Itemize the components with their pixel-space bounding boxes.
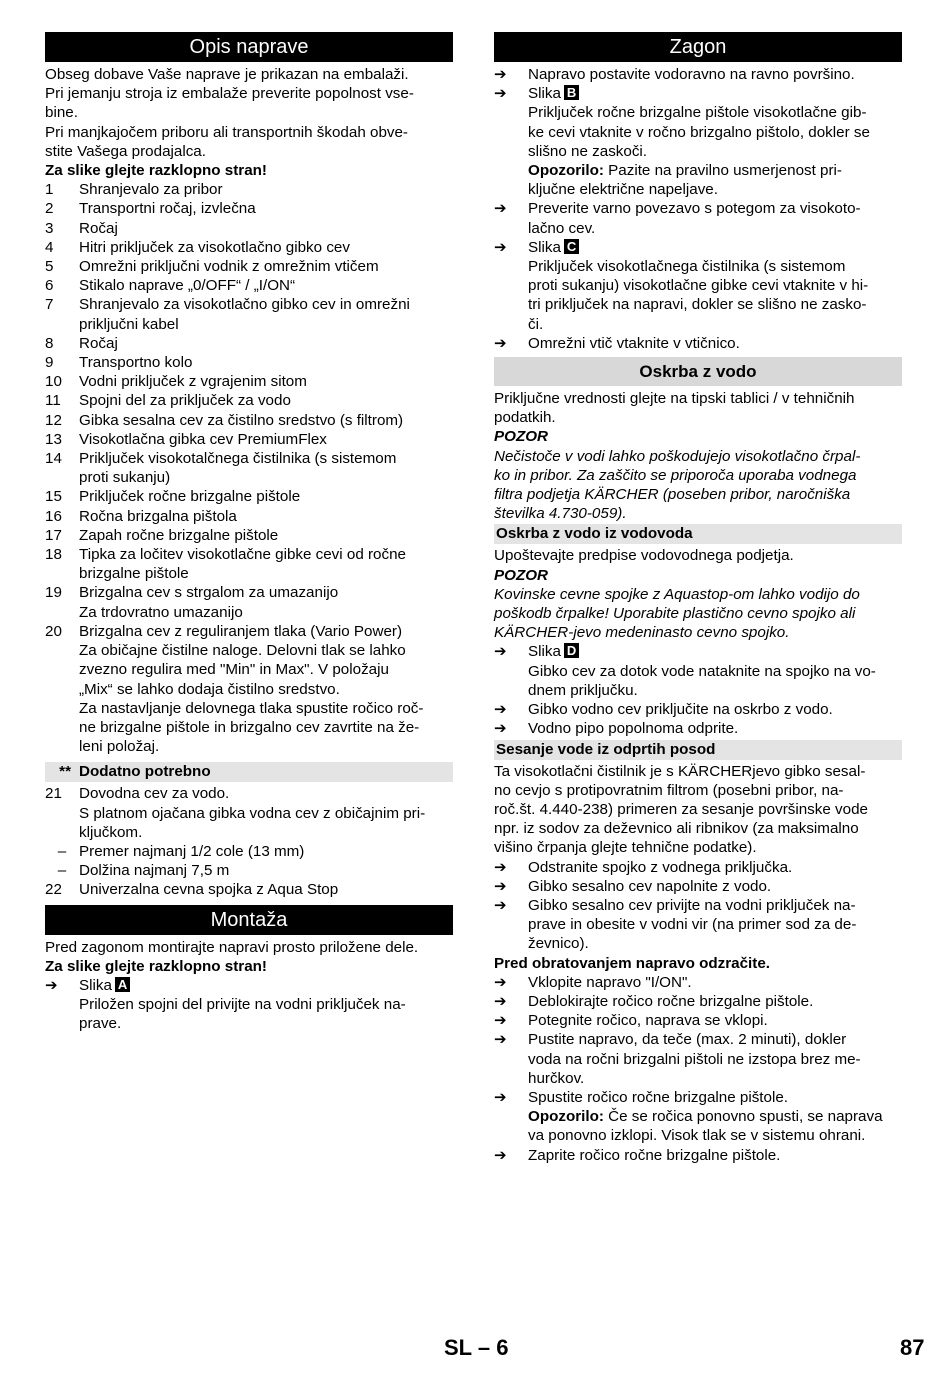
list-item [45, 238, 453, 257]
arrow-icon: ➔ [494, 877, 507, 895]
extra-required-label: Dodatno potrebno [79, 763, 211, 781]
list-item [45, 861, 453, 880]
item-text: Hitri priključek za visokotlačno gibko cev [79, 238, 350, 256]
item-number: 2 [45, 200, 54, 218]
left-column [45, 32, 453, 1034]
list-item [45, 219, 453, 238]
item-number: 11 [45, 392, 61, 410]
item-text: Gibka sesalna cev za čistilno sredstvo (s filtrom) [79, 411, 404, 429]
item-number: 7 [45, 296, 54, 314]
suction-intro: Ta visokotlačni čistilnik je s KÄRCHERjevo gibko sesal- no cevjo s protipovratnim filtrom (posebni pribor, na- roč.št. 4.440-238) primeren za sesanje površinske vode npr. iz sodov za deževnico ali ribnikov (za maksimalno višino črpanja glejte tehnične podatke). [494, 762, 868, 857]
step-open-tap: ➔ Vodno pipo popolnoma odprite. [494, 720, 739, 738]
list-item [45, 449, 453, 487]
intro-text [45, 65, 453, 161]
note-release: Opozorilo: Če se ročica ponovno spusti, se naprava [528, 1108, 883, 1126]
list-item [45, 180, 453, 199]
item-text: Dovodna cev za vodo. S platnom ojačana gibka vodna cev z običajnim pri- ključkom. [79, 785, 426, 841]
item-number: – [57, 842, 67, 860]
intro-line: stite Vašega prodajalca. [45, 142, 206, 160]
arrow-icon: ➔ [494, 973, 507, 991]
item-text: Transportni ročaj, izvlečna [79, 200, 256, 218]
item-number: 8 [45, 334, 54, 352]
step-close-lever: ➔ Zaprite ročico ročne brizgalne pištole. [494, 1146, 781, 1164]
step-switch-on: ➔ Vklopite napravo "I/ON". [494, 973, 692, 991]
bleed-title: Pred obratovanjem napravo odzračite. [494, 954, 770, 972]
arrow-icon: ➔ [494, 1146, 507, 1164]
step-let-run: ➔ Pustite napravo, da teče (max. 2 minuti), dokler voda na ročni brizgalni pištoli ne izstopa brez me- hurčkov. [494, 1031, 861, 1087]
list-item [45, 199, 453, 218]
list-item [45, 545, 453, 583]
assembly-step [45, 976, 453, 1034]
section-title-start: Zagon [494, 32, 902, 62]
item-text: Ročaj [79, 334, 118, 352]
arrow-icon: ➔ [494, 1012, 507, 1030]
item-number: 5 [45, 258, 54, 276]
item-text: Ročna brizgalna pištola [79, 507, 237, 525]
subsection-title-mains: Oskrba z vodo iz vodovoda [494, 524, 902, 544]
arrow-icon: ➔ [494, 1088, 507, 1106]
extra-required-header [45, 762, 453, 782]
item-text: Priključek visokotalčnega čistilnika (s sistemom proti sukanju) [79, 450, 397, 487]
arrow-icon: ➔ [494, 992, 507, 1010]
list-item [45, 842, 453, 861]
item-text: Transportno kolo [79, 354, 193, 372]
item-number: 9 [45, 354, 54, 372]
section-title-assembly: Montaža [45, 905, 453, 935]
item-number: 20 [45, 622, 62, 640]
mains-warning: Kovinske cevne spojke z Aquastop-om lahko vodijo do poškodb črpalke! Uporabite plastično cevno spojko ali KÄRCHER-jevo medeninasto cevno spojko. [494, 585, 860, 642]
step-place-level: ➔ Napravo postavite vodoravno na ravno površino. [494, 66, 855, 83]
arrow-icon: ➔ [494, 85, 507, 103]
intro-line: Pri manjkajočem priboru ali transportnih škodah obve- [45, 123, 408, 141]
step-fill-hose: ➔ Gibko sesalno cev napolnite z vodo. [494, 877, 772, 895]
arrow-icon: ➔ [494, 238, 507, 256]
intro-line: Obseg dobave Vaše naprave je prikazan na embalaži. [45, 66, 409, 83]
item-number: 10 [45, 373, 62, 391]
item-number: 12 [45, 411, 62, 429]
step-figure-b: ➔ Slika B Priključek ročne brizgalne pištole visokotlačne gib- ke cevi vtaknite v ročno brizgalno pištolo, dokler se slišno ne zaskoči. Opozorilo: Pazite na pravilno usmerjenost pri- ključne električne napeljave. [494, 84, 902, 199]
mains-intro: Upoštevajte predpise vodovodnega podjetja. [494, 547, 794, 565]
item-number: 21 [45, 785, 62, 803]
item-number: 22 [45, 881, 62, 899]
item-text: Stikalo naprave „0/OFF“ / „I/ON“ [79, 277, 296, 295]
list-item [45, 622, 453, 756]
figure-label: Slika [528, 85, 561, 103]
item-number: 15 [45, 488, 62, 506]
step-connect-hose: ➔ Gibko vodno cev priključite na oskrbo z vodo. [494, 701, 833, 719]
note-b: Opozorilo: Pazite na pravilno usmerjenost pri- [528, 162, 842, 180]
section-title-water-supply: Oskrba z vodo [494, 357, 902, 386]
item-text: Brizgalna cev z reguliranjem tlaka (Vario Power) Za običajne čistilne naloge. Delovni tlak se lahko zvezno regulira med "Min" in Max". V položaju „Mix“ se lahko dodaja čistilno sredstvo. Za nastavljanje delovnega tlaka spustite ročico roč- ne brizgalne pištole in brizgalno cev zavrtite na že- leni položaj. [79, 622, 424, 756]
list-item [45, 276, 453, 295]
arrow-icon: ➔ [494, 701, 507, 719]
list-item [45, 257, 453, 276]
arrow-icon: ➔ [494, 896, 507, 914]
list-item [45, 334, 453, 353]
list-item [45, 353, 453, 372]
extra-items-list [45, 784, 453, 899]
item-number: 14 [45, 450, 62, 468]
arrow-icon: ➔ [494, 720, 507, 738]
item-text: Shranjevalo za visokotlačno gibko cev in omrežni priključni kabel [79, 296, 410, 333]
section-title-description: Opis naprave [45, 32, 453, 62]
step-plug-in: ➔ Omrežni vtič vtaknite v vtičnico. [494, 334, 740, 352]
item-number: 1 [45, 181, 54, 199]
item-text: Visokotlačna gibka cev PremiumFlex [79, 430, 327, 448]
item-text: Priključek ročne brizgalne pištole [79, 488, 301, 506]
arrow-icon: ➔ [494, 1031, 507, 1049]
step-figure-d: ➔ Slika D Gibko cev za dotok vode nataknite na spojko na vo- dnem priključku. [494, 643, 876, 699]
item-number: 4 [45, 238, 54, 256]
intro-line: Pri jemanju stroja iz embalaže preverite popolnost vse- [45, 85, 414, 103]
item-text: Premer najmanj 1/2 cole (13 mm) [79, 842, 305, 860]
list-item [45, 880, 453, 899]
item-number: 18 [45, 546, 62, 564]
list-item [45, 507, 453, 526]
item-number: 13 [45, 430, 62, 448]
assembly-see-foldout: Za slike glejte razklopno stran! [45, 957, 267, 975]
list-item [45, 391, 453, 410]
item-number: 17 [45, 526, 62, 544]
item-text: Brizgalna cev s strgalom za umazanijo Za trdovratno umazanijo [79, 584, 339, 621]
figure-d-badge: D [564, 643, 579, 658]
figure-c-badge: C [564, 239, 579, 254]
footer-page-number: 87 [900, 1335, 925, 1360]
see-foldout-note: Za slike glejte razklopno stran! [45, 162, 267, 180]
step-pull-lever: ➔ Potegnite ročico, naprava se vklopi. [494, 1012, 768, 1030]
caution-label: POZOR [494, 566, 549, 584]
water-intro: Priključne vrednosti glejte na tipski tablici / v tehničnih podatkih. [494, 390, 855, 427]
item-number: 19 [45, 584, 62, 602]
step-figure-c: ➔ Slika C Priključek visokotlačnega čistilnika (s sistemom proti sukanju) visokotlačne gibke cevi vtaknite v hi- tri priključek na napravi, dokler se slišno ne zasko- či. [494, 238, 869, 333]
arrow-icon: ➔ [494, 200, 507, 218]
caution-label: POZOR [494, 428, 549, 446]
item-text: Ročaj [79, 219, 118, 237]
item-text: Spojni del za priključek za vodo [79, 392, 291, 410]
arrow-icon: ➔ [494, 858, 507, 876]
parts-list [45, 180, 453, 756]
figure-label: Slika [528, 238, 561, 256]
item-text: Zapah ročne brizgalne pištole [79, 526, 279, 544]
item-number: 16 [45, 507, 62, 525]
assembly-intro: Pred zagonom montirajte napravi prosto priložene dele. [45, 938, 419, 956]
figure-label: Slika [79, 976, 112, 994]
right-column [494, 32, 902, 1165]
item-number: 3 [45, 219, 54, 237]
list-item [45, 487, 453, 506]
item-text: Shranjevalo za pribor [79, 181, 223, 199]
arrow-icon: ➔ [45, 976, 58, 994]
assembly-step-text: Priložen spojni del privijte na vodni priključek na- prave. [79, 996, 406, 1033]
subsection-title-suction: Sesanje vode iz odprtih posod [494, 740, 902, 760]
step-screw-hose: ➔ Gibko sesalno cev privijte na vodni priključek na- prave in obesite v vodni vir (na primer sod za de- ževnico). [494, 896, 857, 953]
list-item [45, 411, 453, 430]
figure-b-badge: B [564, 85, 579, 100]
arrow-icon: ➔ [494, 334, 507, 352]
item-text: Univerzalna cevna spojka z Aqua Stop [79, 881, 339, 899]
extra-marker: ** [59, 763, 71, 781]
step-release-lever: ➔ Spustite ročico ročne brizgalne pištole. Opozorilo: Če se ročica ponovno spusti, se naprava va ponovno izklopi. Visok tlak se v sistemu ohrani. [494, 1088, 902, 1146]
item-number: 6 [45, 277, 54, 295]
footer-section-page: SL – 6 [444, 1335, 509, 1360]
item-text: Dolžina najmanj 7,5 m [79, 862, 230, 880]
list-item [45, 295, 453, 333]
list-item [45, 526, 453, 545]
arrow-icon: ➔ [494, 643, 507, 661]
item-text: Omrežni priključni vodnik z omrežnim vtičem [79, 258, 379, 276]
item-number: – [57, 862, 67, 880]
list-item [45, 784, 453, 842]
figure-a-badge: A [115, 977, 130, 992]
item-text: Vodni priključek z vgrajenim sitom [79, 373, 307, 391]
water-warning: Nečistoče v vodi lahko poškodujejo visokotlačno črpal- ko in pribor. Za zaščito se priporoča uporaba vodnega filtra podjetja KÄRCHER (poseben pribor, naročniška številka 4.730-059). [494, 447, 861, 523]
list-item [45, 372, 453, 391]
step-remove-coupling: ➔ Odstranite spojko z vodnega priključka. [494, 858, 793, 876]
step-unlock-lever: ➔ Deblokirajte ročico ročne brizgalne pištole. [494, 992, 814, 1010]
item-text: Tipka za ločitev visokotlačne gibke cevi od ročne brizgalne pištole [79, 546, 406, 583]
list-item [45, 583, 453, 621]
arrow-icon: ➔ [494, 66, 507, 83]
intro-line: bine. [45, 104, 78, 122]
step-check-connection: ➔ Preverite varno povezavo s potegom za visokoto- lačno cev. [494, 200, 861, 237]
figure-label: Slika [528, 643, 561, 661]
list-item [45, 430, 453, 449]
